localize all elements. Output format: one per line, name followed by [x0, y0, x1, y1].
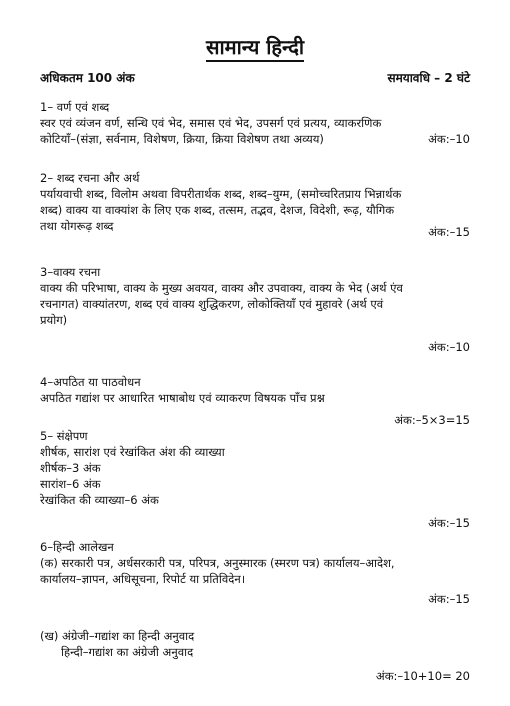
section-heading: 1– वर्ण एवं शब्द	[40, 100, 110, 114]
section-5	[40, 428, 470, 531]
section-marks: अंक:–10	[428, 132, 470, 146]
section-line: प्रयोग)	[40, 313, 68, 327]
section-marks: अंक:–10+10= 20	[375, 669, 470, 683]
section-heading: 2– शब्द रचना और अर्थ	[40, 171, 140, 185]
section-6	[40, 539, 470, 607]
section-marks: अंक:–15	[428, 225, 470, 239]
exam-meta	[40, 70, 470, 86]
section-line: कार्यालय–ज्ञापन, अधिसूचना, रिपोर्ट या प्रतिविदेन।	[40, 572, 246, 586]
section-3	[40, 264, 470, 355]
section-line: अपठित गद्यांश पर आधारित भाषाबोध एवं व्याकरण विषयक पाँच प्रश्न	[40, 391, 325, 405]
section-marks: अंक:–15	[428, 516, 470, 530]
section-2	[40, 170, 470, 239]
section-line: कोटियाँ–(संज्ञा, सर्वनाम, विशेषण, क्रिया, क्रिया विशेषण तथा अव्यय)	[40, 132, 324, 146]
section-line: वाक्य की परिभाषा, वाक्य के मुख्य अवयव, वाक्य और उपवाक्य, वाक्य के भेद (अर्थ एंव	[40, 281, 403, 295]
section-marks: अंक:–5×3=15	[394, 413, 470, 427]
section-marks: अंक:–10	[428, 340, 470, 354]
duration: समयावधि – 2 घंटे	[387, 71, 470, 85]
page-title: सामान्य हिन्दी	[0, 34, 510, 60]
section-heading: 6–हिन्दी आलेखन	[40, 540, 114, 554]
section-line: तथा योगरूढ़ शब्द	[40, 219, 114, 233]
section-line: स्वर एवं व्यंजन वर्ण, सन्धि एवं भेद, समास एवं भेद, उपसर्ग एवं प्रत्यय, व्याकरणिक	[40, 116, 382, 130]
section-line: (ख) अंग्रेजी–गद्यांश का हिन्दी अनुवाद	[40, 629, 195, 643]
max-marks: अधिकतम 100 अंक	[40, 71, 135, 85]
section-line: (क) सरकारी पत्र, अर्धसरकारी पत्र, परिपत्र, अनुस्मारक (स्मरण पत्र) कार्यालय–आदेश,	[40, 556, 395, 570]
section-line: हिन्दी–गद्यांश का अंग्रेजी अनुवाद	[61, 645, 194, 659]
section-6-translation	[40, 628, 470, 684]
section-line: शीर्षक–3 अंक	[40, 461, 101, 475]
section-1	[40, 99, 470, 147]
section-line: रेखांकित की व्याख्या–6 अंक	[40, 493, 159, 507]
section-line: पर्यायवाची शब्द, विलोम अथवा विपरीतार्थक शब्द, शब्द–युग्म, (समोच्चरितप्राय भिन्नार्थक	[40, 187, 402, 201]
section-heading: 5– संक्षेपण	[40, 429, 88, 443]
section-line: रचनागत) वाक्यांतरण, शब्द एवं वाक्य शुद्धिकरण, लोकोक्तियाँ एवं मुहावरे (अर्थ एवं	[40, 297, 384, 311]
section-line: सारांश–6 अंक	[40, 477, 101, 491]
section-heading: 4–अपठित या पाठवोधन	[40, 375, 141, 389]
section-4	[40, 374, 470, 428]
section-line: शीर्षक, सारांश एवं रेखांकित अंश की व्याख्या	[40, 445, 225, 459]
section-marks: अंक:–15	[428, 592, 470, 606]
section-line: शब्द) वाक्य या वाक्यांश के लिए एक शब्द, तत्सम, तद्भव, देशज, विदेशी, रूढ़, यौगिक	[40, 203, 395, 217]
section-heading: 3–वाक्य रचना	[40, 265, 101, 279]
